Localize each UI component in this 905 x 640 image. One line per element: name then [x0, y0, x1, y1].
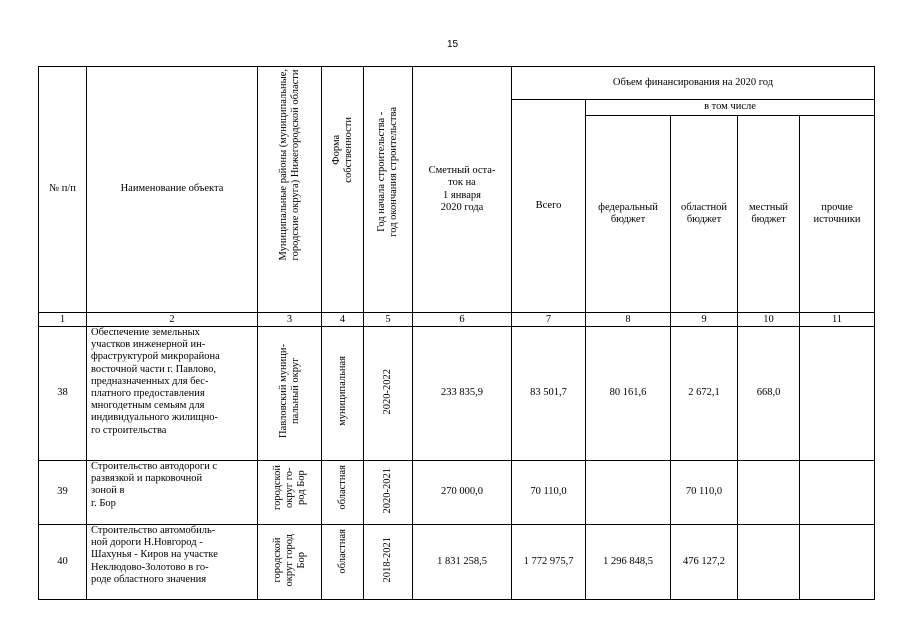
row-regional: 2 672,1 — [671, 327, 738, 461]
row-total: 70 110,0 — [512, 461, 586, 525]
table-row — [39, 327, 875, 461]
column-number: 10 — [738, 313, 800, 327]
header-district: Муниципальные районы (муниципальные, городские округа) Нижегородской области — [277, 69, 301, 261]
row-local — [738, 461, 800, 525]
column-number: 1 — [39, 313, 87, 327]
row-local: 668,0 — [738, 327, 800, 461]
table-row — [39, 461, 875, 525]
row-other — [800, 327, 875, 461]
header-other: прочие источники — [800, 116, 875, 313]
row-regional: 70 110,0 — [671, 461, 738, 525]
row-num: 40 — [39, 525, 87, 600]
row-total: 1 772 975,7 — [512, 525, 586, 600]
row-remainder: 270 000,0 — [413, 461, 512, 525]
column-number: 4 — [322, 313, 364, 327]
row-other — [800, 461, 875, 525]
column-number: 11 — [800, 313, 875, 327]
header-remainder: Сметный оста- ток на 1 января 2020 года — [413, 67, 512, 313]
page-number: 15 — [446, 39, 459, 50]
header-including: в том числе — [586, 100, 875, 116]
row-ownership: областная — [336, 529, 348, 574]
row-ownership: областная — [336, 465, 348, 510]
row-federal — [586, 461, 671, 525]
row-name: Обеспечение земельных участков инженерной ин- фраструктурой микрорайона восточной части г. Павлово, предназначенных для бес- платного предоставления многодетным семьям для индивидуального жилищно- го строительства — [87, 327, 258, 461]
row-federal: 1 296 848,5 — [586, 525, 671, 600]
header-funding: Объем финансирования на 2020 год — [512, 67, 875, 100]
row-district: городской округ город Бор — [271, 533, 307, 586]
header-total: Всего — [512, 100, 586, 313]
row-regional: 476 127,2 — [671, 525, 738, 600]
row-years: 2020-2022 — [382, 368, 393, 414]
column-number: 8 — [586, 313, 671, 327]
header-regional: областной бюджет — [671, 116, 738, 313]
row-federal: 80 161,6 — [586, 327, 671, 461]
column-number: 5 — [364, 313, 413, 327]
column-number: 6 — [413, 313, 512, 327]
row-total: 83 501,7 — [512, 327, 586, 461]
header-local: местный бюджет — [738, 116, 800, 313]
row-other — [800, 525, 875, 600]
row-name: Строительство автодороги с развязкой и парковочной зоной в г. Бор — [87, 461, 258, 525]
row-num: 39 — [39, 461, 87, 525]
row-remainder: 233 835,9 — [413, 327, 512, 461]
row-remainder: 1 831 258,5 — [413, 525, 512, 600]
header-federal: федеральный бюджет — [586, 116, 671, 313]
column-number: 7 — [512, 313, 586, 327]
header-num: № п/п — [39, 67, 87, 313]
row-district: Павловский муници- пальный округ — [277, 344, 301, 439]
row-local — [738, 525, 800, 600]
header-row-1 — [39, 67, 875, 100]
row-name: Строительство автомобиль- ной дороги Н.Новгород - Шахунья - Киров на участке Неклюдово-Золотово в го- роде областного значения — [87, 525, 258, 600]
column-number: 9 — [671, 313, 738, 327]
column-number: 2 — [87, 313, 258, 327]
row-district: городской округ го- род Бор — [271, 465, 307, 510]
row-years: 2018-2021 — [382, 537, 393, 583]
table-row — [39, 525, 875, 600]
header-years: Год начала строительства - год окончания строительства — [376, 107, 399, 237]
financing-table — [38, 66, 875, 600]
row-ownership: муниципальная — [336, 356, 348, 427]
row-num: 38 — [39, 327, 87, 461]
header-name: Наименование объекта — [87, 67, 258, 313]
header-ownership: Форма собственности — [330, 117, 354, 183]
row-years: 2020-2021 — [382, 467, 393, 513]
column-number: 3 — [258, 313, 322, 327]
column-number-row — [39, 313, 875, 327]
